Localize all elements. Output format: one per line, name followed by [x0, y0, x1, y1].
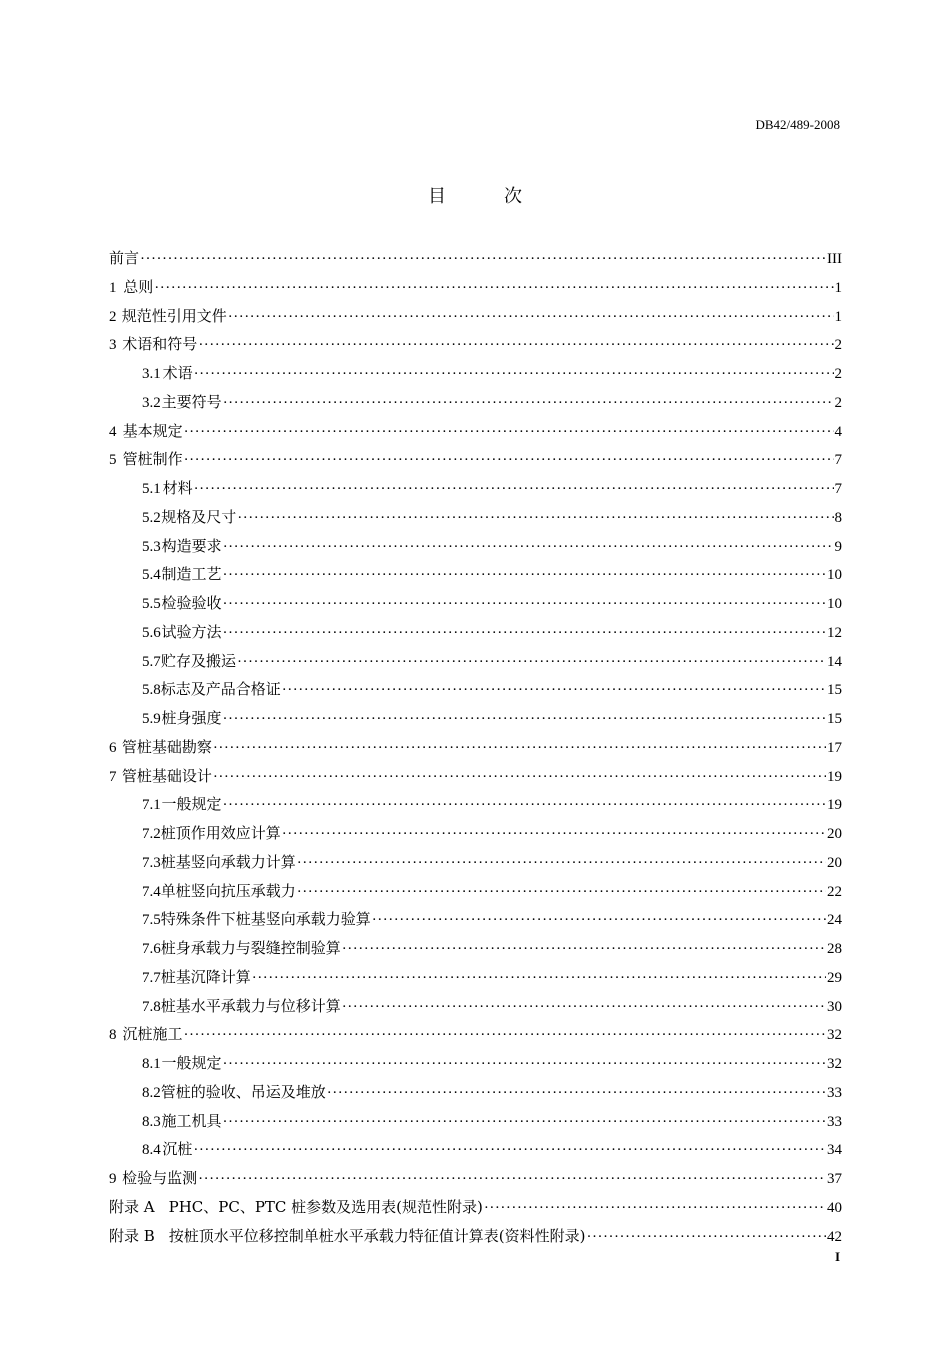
toc-entry[interactable] — [109, 848, 842, 877]
toc-leader-dots — [342, 993, 826, 1022]
toc-entry-label: 试验方法 — [161, 622, 222, 641]
toc-entry-number: 8.1 — [142, 1056, 161, 1072]
toc-entry-page: 32 — [827, 1056, 842, 1072]
toc-entry-page: 42 — [827, 1228, 842, 1245]
toc-leader-dots — [222, 561, 826, 590]
toc-leader-dots — [237, 504, 833, 533]
toc-leader-dots — [184, 446, 834, 475]
toc-entry-label: 桩基竖向承载力计算 — [160, 852, 296, 871]
toc-entry-label: 桩身承载力与裂缝控制验算 — [160, 939, 341, 957]
toc-entry[interactable] — [109, 1020, 842, 1049]
toc-entry-number: 5.8 — [142, 682, 161, 699]
toc-entry-page: 22 — [827, 883, 842, 900]
toc-entry[interactable] — [109, 675, 842, 704]
toc-entry-number: 9 — [109, 1171, 117, 1187]
toc-entry-page: 7 — [834, 481, 842, 497]
toc-entry[interactable] — [109, 503, 842, 532]
toc-leader-dots — [140, 245, 826, 274]
toc-entry[interactable] — [109, 359, 842, 388]
toc-entry-label: 桩基水平承载力与位移计算 — [160, 996, 341, 1015]
toc-leader-dots — [282, 676, 826, 705]
toc-leader-dots — [372, 906, 826, 935]
toc-entry[interactable] — [109, 474, 842, 503]
toc-entry-number: 6 — [109, 739, 117, 756]
toc-entry[interactable] — [109, 934, 842, 963]
toc-entry-page: 34 — [827, 1142, 842, 1159]
toc-entry-label: 桩身强度 — [161, 709, 222, 727]
toc-entry-page: 30 — [827, 998, 842, 1015]
toc-leader-dots — [213, 763, 826, 792]
toc-entry-page: 20 — [827, 854, 842, 871]
document-code: DB42/489-2008 — [755, 117, 840, 132]
toc-entry-page: 37 — [827, 1171, 842, 1187]
toc-leader-dots — [194, 360, 834, 389]
toc-entry-label: 按桩顶水平位移控制单桩水平承载力特征值计算表(资料性附录) — [168, 1226, 586, 1245]
toc-entry-page: 4 — [834, 423, 842, 440]
toc-entry[interactable] — [109, 273, 842, 302]
toc-entry[interactable] — [109, 733, 842, 762]
toc-entry-number: 7.8 — [142, 998, 161, 1015]
toc-leader-dots — [484, 1194, 826, 1223]
toc-entry-label: 构造要求 — [161, 536, 222, 555]
toc-entry-label: 施工机具 — [161, 1111, 222, 1130]
toc-title-part1: 目 — [428, 186, 446, 207]
toc-entry-page: 12 — [827, 624, 842, 641]
toc-entry[interactable] — [109, 618, 842, 647]
toc-leader-dots — [184, 418, 834, 447]
toc-leader-dots — [194, 475, 834, 504]
toc-entry[interactable] — [109, 992, 842, 1021]
toc-entry-page: 15 — [827, 711, 842, 727]
toc-entry-label: 标志及产品合格证 — [160, 680, 281, 699]
toc-entry-label: 管桩基础设计 — [121, 766, 212, 785]
toc-entry-number: 7.2 — [142, 826, 161, 842]
toc-entry[interactable] — [109, 1078, 842, 1107]
toc-entry-number: 7.5 — [142, 912, 161, 929]
toc-entry-number: 5.1 — [142, 481, 161, 497]
toc-leader-dots — [237, 648, 826, 677]
toc-entry-number: 5.6 — [142, 624, 161, 641]
toc-entry-label: 桩基沉降计算 — [160, 967, 251, 986]
toc-leader-dots — [228, 303, 834, 332]
toc-leader-dots — [222, 1050, 826, 1079]
toc-entry-number: 3.1 — [142, 366, 161, 382]
toc-entry-label: 贮存及搬运 — [160, 651, 236, 670]
toc-entry-number: 5 — [109, 452, 117, 469]
toc-entry-label: PHC、PC、PTC 桩参数及选用表(规范性附录) — [168, 1197, 483, 1216]
toc-entry-number: 5.2 — [142, 509, 161, 526]
toc-entry-page: 15 — [827, 682, 842, 699]
toc-entry[interactable] — [109, 1135, 842, 1164]
toc-entry-number: 7.3 — [142, 854, 161, 871]
toc-entry-number: 8 — [109, 1027, 117, 1044]
toc-entry[interactable] — [109, 589, 842, 618]
toc-entry-label: 检验与监测 — [122, 1169, 198, 1187]
toc-entry-label: 沉桩施工 — [122, 1025, 183, 1044]
toc-entry-number: 附录 A — [109, 1197, 155, 1216]
toc-entry[interactable] — [109, 445, 842, 474]
toc-entry-label: 材料 — [162, 479, 193, 497]
toc-entry-number: 1 — [109, 279, 117, 296]
toc-entry[interactable] — [109, 532, 842, 561]
toc-entry[interactable] — [109, 963, 842, 992]
toc-entry-page: 7 — [834, 452, 842, 469]
toc-entry[interactable] — [109, 244, 842, 273]
toc-entry[interactable] — [109, 704, 842, 733]
toc-leader-dots — [222, 791, 826, 820]
toc-entry-label: 总则 — [123, 277, 154, 296]
toc-entry-page: 1 — [834, 308, 842, 325]
toc-leader-dots — [198, 1165, 826, 1194]
toc-entry-number: 7 — [109, 768, 117, 785]
toc-entry-number: 3.2 — [142, 394, 161, 411]
toc-entry[interactable] — [109, 388, 842, 417]
toc-entry-number: 4 — [109, 423, 117, 440]
toc-entry-page: 28 — [827, 941, 842, 957]
toc-entry[interactable] — [109, 302, 842, 331]
toc-entry[interactable] — [109, 819, 842, 848]
toc-entry-page: 14 — [827, 653, 842, 670]
toc-entry-page: 24 — [827, 912, 842, 929]
toc-entry[interactable] — [109, 330, 842, 359]
toc-entry-page: 33 — [827, 1084, 842, 1101]
toc-entry[interactable] — [109, 905, 842, 934]
toc-entry[interactable] — [109, 560, 842, 589]
toc-entry-page: 17 — [827, 739, 842, 756]
toc-entry-label: 特殊条件下桩基竖向承载力验算 — [160, 910, 371, 929]
toc-entry-label: 桩顶作用效应计算 — [160, 824, 281, 842]
toc-entry-label: 前言 — [109, 249, 140, 267]
toc-entry-page: 19 — [827, 768, 842, 785]
toc-entry-number: 7.4 — [142, 883, 161, 900]
toc-leader-dots — [198, 331, 833, 360]
toc-title-part2: 次 — [504, 186, 522, 207]
toc-entry-page: 9 — [834, 538, 842, 555]
toc-leader-dots — [222, 590, 826, 619]
toc-entry-page: 10 — [827, 567, 842, 584]
toc-entry-label: 检验验收 — [161, 594, 222, 612]
toc-leader-dots — [222, 619, 826, 648]
toc-entry-label: 基本规定 — [122, 421, 183, 440]
toc-entry-number: 5.7 — [142, 653, 161, 670]
toc-leader-dots — [587, 1223, 826, 1252]
toc-entry-page: 2 — [834, 394, 842, 411]
toc-entry-page: 20 — [827, 826, 842, 842]
toc-entry[interactable] — [109, 647, 842, 676]
toc-entry-number: 附录 B — [109, 1226, 155, 1245]
toc-entry-page: 32 — [827, 1027, 842, 1044]
toc-entry[interactable] — [109, 877, 842, 906]
toc-entry-page: 8 — [834, 509, 842, 526]
toc-entry-page: 33 — [827, 1113, 842, 1130]
toc-leader-dots — [223, 389, 834, 418]
toc-leader-dots — [154, 274, 833, 303]
table-of-contents — [109, 244, 842, 1250]
toc-entry[interactable] — [109, 762, 842, 791]
toc-entry[interactable] — [109, 790, 842, 819]
toc-entry-number: 8.2 — [142, 1084, 161, 1101]
toc-entry[interactable] — [109, 1193, 842, 1222]
toc-entry-label: 制造工艺 — [161, 565, 222, 584]
toc-entry-label: 一般规定 — [161, 795, 222, 814]
toc-leader-dots — [223, 533, 834, 562]
page-folio: I — [834, 1249, 840, 1264]
toc-entry-number: 5.4 — [142, 567, 161, 584]
toc-entry-label: 规范性引用文件 — [121, 306, 227, 325]
toc-entry-number: 7.6 — [142, 941, 161, 957]
toc-leader-dots — [183, 1021, 826, 1050]
toc-entry-label: 术语和符号 — [122, 335, 198, 354]
toc-entry-number: 7.7 — [142, 969, 161, 986]
toc-entry-label: 管桩制作 — [122, 450, 183, 469]
toc-leader-dots — [222, 1108, 826, 1137]
toc-leader-dots — [327, 1079, 826, 1108]
toc-entry-page: 10 — [827, 596, 842, 612]
toc-entry-page: 2 — [834, 337, 842, 354]
toc-entry-number: 8.3 — [142, 1113, 161, 1130]
toc-entry-number: 2 — [109, 308, 117, 325]
toc-title — [0, 186, 950, 208]
toc-leader-dots — [282, 820, 826, 849]
toc-leader-dots — [193, 1136, 826, 1165]
toc-entry-page: 1 — [834, 279, 842, 296]
toc-leader-dots — [252, 964, 826, 993]
toc-entry-label: 管桩的验收、吊运及堆放 — [160, 1082, 326, 1101]
toc-entry-number: 3 — [109, 337, 117, 354]
toc-leader-dots — [297, 878, 826, 907]
toc-entry-number: 8.4 — [142, 1142, 161, 1159]
toc-leader-dots — [222, 705, 826, 734]
toc-entry-label: 一般规定 — [161, 1054, 222, 1072]
toc-entry[interactable] — [109, 1107, 842, 1136]
toc-entry-number: 5.5 — [142, 596, 161, 612]
toc-entry-page: 29 — [827, 969, 842, 986]
toc-entry-label: 沉桩 — [162, 1140, 193, 1159]
toc-entry-page: III — [827, 251, 842, 267]
toc-leader-dots — [342, 935, 826, 964]
toc-entry-label: 管桩基础勘察 — [121, 737, 212, 756]
toc-entry-number: 5.3 — [142, 538, 161, 555]
toc-entry-page: 40 — [827, 1199, 842, 1216]
toc-entry-page: 19 — [827, 797, 842, 814]
toc-leader-dots — [213, 734, 826, 763]
toc-entry-label: 单桩竖向抗压承载力 — [160, 881, 296, 900]
toc-entry-label: 术语 — [162, 364, 193, 382]
toc-entry[interactable] — [109, 417, 842, 446]
toc-entry[interactable] — [109, 1164, 842, 1193]
toc-entry-label: 主要符号 — [161, 392, 222, 411]
toc-entry-label: 规格及尺寸 — [161, 507, 237, 526]
toc-entry[interactable] — [109, 1222, 842, 1251]
toc-entry-number: 7.1 — [142, 797, 161, 814]
toc-entry-page: 2 — [834, 366, 842, 382]
toc-entry-number: 5.9 — [142, 711, 161, 727]
toc-leader-dots — [297, 849, 826, 878]
toc-entry[interactable] — [109, 1049, 842, 1078]
